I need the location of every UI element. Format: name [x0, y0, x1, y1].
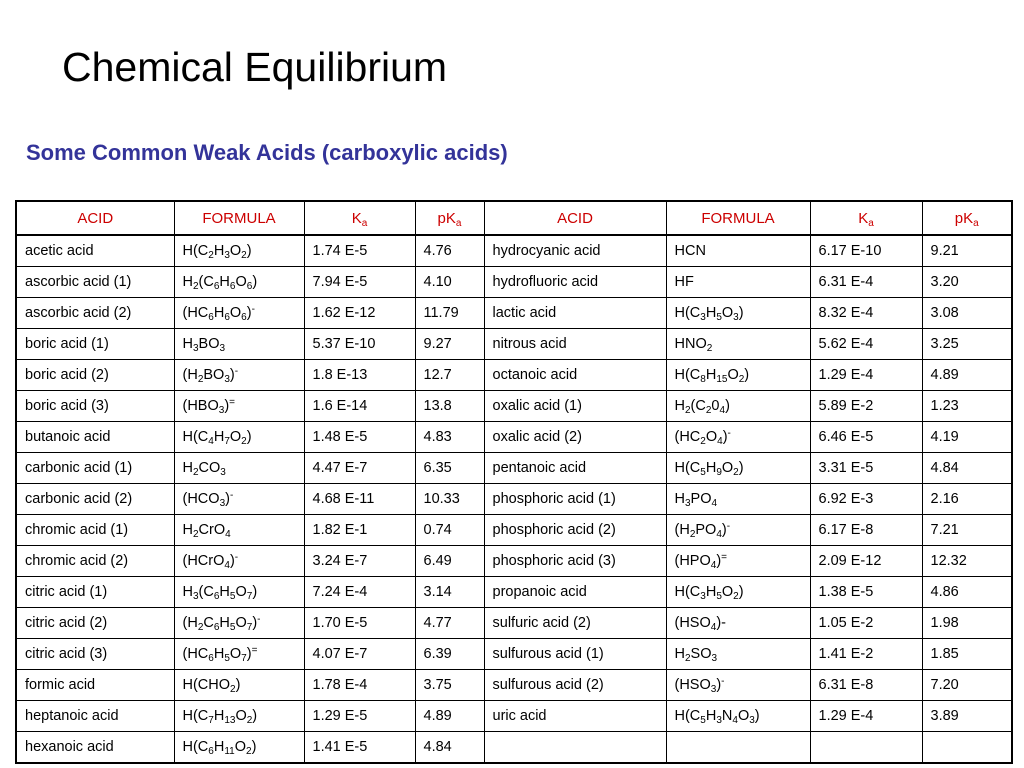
pka-value-cell: 9.27: [415, 329, 484, 360]
ka-value-cell: 6.31 E-8: [810, 670, 922, 701]
table-row: [16, 639, 1012, 670]
pka-value-cell: 4.76: [415, 235, 484, 267]
pka-value-cell: 3.14: [415, 577, 484, 608]
acid-name-cell: phosphoric acid (2): [484, 515, 666, 546]
ka-value-cell: 2.09 E-12: [810, 546, 922, 577]
ka-value-cell: 5.37 E-10: [304, 329, 415, 360]
formula-cell: $H(CHO_2)$: [174, 670, 304, 701]
ka-value-cell: 1.48 E-5: [304, 422, 415, 453]
formula-cell: $H(C_5H_9O_2)$: [666, 453, 810, 484]
column-header-ka: $K_a$: [304, 201, 415, 235]
ka-value-cell: 6.46 E-5: [810, 422, 922, 453]
pka-value-cell: 4.84: [922, 453, 1012, 484]
pka-value-cell: 3.89: [922, 701, 1012, 732]
acid-name-cell: phosphoric acid (1): [484, 484, 666, 515]
formula-cell: $H_3PO_4$: [666, 484, 810, 515]
ka-value-cell: 1.05 E-2: [810, 608, 922, 639]
acid-name-cell: carbonic acid (1): [16, 453, 174, 484]
acid-name-cell: ascorbic acid (1): [16, 267, 174, 298]
pka-value-cell: 10.33: [415, 484, 484, 515]
pka-value-cell: 4.83: [415, 422, 484, 453]
ka-value-cell: 1.8 E-13: [304, 360, 415, 391]
ka-value-cell: 1.38 E-5: [810, 577, 922, 608]
formula-cell: $H_2CO_3$: [174, 453, 304, 484]
acid-name-cell: hydrocyanic acid: [484, 235, 666, 267]
formula-cell: $(HSO_4)-$: [666, 608, 810, 639]
pka-value-cell: 6.39: [415, 639, 484, 670]
pka-value-cell: 2.16: [922, 484, 1012, 515]
pka-value-cell: 7.21: [922, 515, 1012, 546]
formula-cell: $HNO_2$: [666, 329, 810, 360]
formula-cell: $H(C_3H_5O_3)$: [666, 298, 810, 329]
table-row: [16, 298, 1012, 329]
ka-value-cell: 8.32 E-4: [810, 298, 922, 329]
acid-name-cell: formic acid: [16, 670, 174, 701]
acid-name-cell: butanoic acid: [16, 422, 174, 453]
table-row: [16, 732, 1012, 764]
acid-name-cell: uric acid: [484, 701, 666, 732]
acid-name-cell: pentanoic acid: [484, 453, 666, 484]
pka-value-cell: 4.89: [415, 701, 484, 732]
pka-value-cell: 3.08: [922, 298, 1012, 329]
table-row: [16, 422, 1012, 453]
formula-cell: $H_2(C_6H_6O_6)$: [174, 267, 304, 298]
acid-name-cell: chromic acid (1): [16, 515, 174, 546]
acid-name-cell: sulfurous acid (2): [484, 670, 666, 701]
formula-cell: $H(C_2H_3O_2)$: [174, 235, 304, 267]
table-body: [16, 235, 1012, 763]
acid-name-cell: citric acid (1): [16, 577, 174, 608]
ka-value-cell: 1.29 E-4: [810, 701, 922, 732]
page-title: Chemical Equilibrium: [62, 44, 448, 90]
ka-value-cell: 1.62 E-12: [304, 298, 415, 329]
acid-name-cell: octanoic acid: [484, 360, 666, 391]
ka-value-cell: 1.41 E-5: [304, 732, 415, 764]
ka-value-cell: 4.47 E-7: [304, 453, 415, 484]
acid-name-cell: sulfurous acid (1): [484, 639, 666, 670]
table-row: [16, 235, 1012, 267]
pka-value-cell: 3.20: [922, 267, 1012, 298]
ka-value-cell: 1.6 E-14: [304, 391, 415, 422]
acid-name-cell: hexanoic acid: [16, 732, 174, 764]
acid-name-cell: propanoic acid: [484, 577, 666, 608]
ka-value-cell: 7.24 E-4: [304, 577, 415, 608]
table-caption: Some Common Weak Acids (carboxylic acids): [26, 140, 508, 165]
pka-value-cell: 12.32: [922, 546, 1012, 577]
pka-value-cell: 13.8: [415, 391, 484, 422]
ka-value-cell: [810, 732, 922, 764]
pka-value-cell: 3.25: [922, 329, 1012, 360]
table-row: [16, 701, 1012, 732]
acid-name-cell: oxalic acid (2): [484, 422, 666, 453]
pka-value-cell: 12.7: [415, 360, 484, 391]
ka-value-cell: 1.74 E-5: [304, 235, 415, 267]
pka-value-cell: 1.85: [922, 639, 1012, 670]
pka-value-cell: 1.23: [922, 391, 1012, 422]
table-row: [16, 267, 1012, 298]
acid-name-cell: citric acid (2): [16, 608, 174, 639]
formula-cell: (HCrO$_4$)-: [174, 546, 304, 577]
ka-value-cell: 3.24 E-7: [304, 546, 415, 577]
formula-cell: $H_3(C_6H_5O_7)$: [174, 577, 304, 608]
ka-value-cell: 6.92 E-3: [810, 484, 922, 515]
ka-value-cell: 1.70 E-5: [304, 608, 415, 639]
formula-cell: $(HCO_3)^-$: [174, 484, 304, 515]
acid-name-cell: boric acid (1): [16, 329, 174, 360]
formula-cell: $H_3BO_3$: [174, 329, 304, 360]
pka-value-cell: 9.21: [922, 235, 1012, 267]
formula-cell: $H_2(C_20_4)$: [666, 391, 810, 422]
column-header-formula: FORMULA: [666, 201, 810, 235]
pka-value-cell: 11.79: [415, 298, 484, 329]
column-header-acid: ACID: [16, 201, 174, 235]
formula-cell: $(HC_2O_4)^-$: [666, 422, 810, 453]
table-row: [16, 577, 1012, 608]
table-row: [16, 329, 1012, 360]
formula-cell: $(H_2PO_4)^-$: [666, 515, 810, 546]
ka-value-cell: 1.29 E-5: [304, 701, 415, 732]
ka-value-cell: 1.29 E-4: [810, 360, 922, 391]
acid-name-cell: citric acid (3): [16, 639, 174, 670]
acid-name-cell: [484, 732, 666, 764]
formula-cell: HCN: [666, 235, 810, 267]
acid-name-cell: boric acid (3): [16, 391, 174, 422]
ka-value-cell: 3.31 E-5: [810, 453, 922, 484]
formula-cell: $H(C_5H_3N_4O_3)$: [666, 701, 810, 732]
formula-cell: $(HC_6H_5O_7)^=$: [174, 639, 304, 670]
acid-name-cell: hydrofluoric acid: [484, 267, 666, 298]
column-header-formula: FORMULA: [174, 201, 304, 235]
column-header-pka: $pK_a$: [415, 201, 484, 235]
acid-name-cell: phosphoric acid (3): [484, 546, 666, 577]
table-header-row: [16, 201, 1012, 235]
ka-value-cell: 7.94 E-5: [304, 267, 415, 298]
pka-value-cell: 4.89: [922, 360, 1012, 391]
acid-name-cell: oxalic acid (1): [484, 391, 666, 422]
table-row: [16, 391, 1012, 422]
ka-value-cell: 4.68 E-11: [304, 484, 415, 515]
pka-value-cell: 6.35: [415, 453, 484, 484]
ka-value-cell: 1.78 E-4: [304, 670, 415, 701]
acid-name-cell: sulfuric acid (2): [484, 608, 666, 639]
acid-name-cell: nitrous acid: [484, 329, 666, 360]
acid-name-cell: heptanoic acid: [16, 701, 174, 732]
ka-value-cell: 1.82 E-1: [304, 515, 415, 546]
pka-value-cell: [922, 732, 1012, 764]
pka-value-cell: 7.20: [922, 670, 1012, 701]
pka-value-cell: 4.77: [415, 608, 484, 639]
pka-value-cell: 4.19: [922, 422, 1012, 453]
column-header-ka: $K_a$: [810, 201, 922, 235]
pka-value-cell: 4.84: [415, 732, 484, 764]
formula-cell: $H(C_7H_{13}O_2)$: [174, 701, 304, 732]
ka-value-cell: 6.17 E-10: [810, 235, 922, 267]
ka-value-cell: 6.31 E-4: [810, 267, 922, 298]
formula-cell: HF: [666, 267, 810, 298]
weak-acids-table: [15, 200, 1013, 764]
pka-value-cell: 0.74: [415, 515, 484, 546]
pka-value-cell: 1.98: [922, 608, 1012, 639]
formula-cell: $H(C_4H_7O_2)$: [174, 422, 304, 453]
ka-value-cell: 1.41 E-2: [810, 639, 922, 670]
acid-name-cell: ascorbic acid (2): [16, 298, 174, 329]
table-row: [16, 453, 1012, 484]
formula-cell: $(HBO_3)^=$: [174, 391, 304, 422]
ka-value-cell: 6.17 E-8: [810, 515, 922, 546]
formula-cell: $(HPO_4)^=$: [666, 546, 810, 577]
formula-cell: $H_2CrO_4$: [174, 515, 304, 546]
pka-value-cell: 6.49: [415, 546, 484, 577]
pka-value-cell: 4.86: [922, 577, 1012, 608]
column-header-acid: ACID: [484, 201, 666, 235]
pka-value-cell: 4.10: [415, 267, 484, 298]
acid-name-cell: lactic acid: [484, 298, 666, 329]
table-row: [16, 670, 1012, 701]
column-header-pka: $pK_a$: [922, 201, 1012, 235]
table-row: [16, 484, 1012, 515]
formula-cell: $(HSO_3)^-$: [666, 670, 810, 701]
pka-value-cell: 3.75: [415, 670, 484, 701]
formula-cell: $H(C_6H_{11}O_2)$: [174, 732, 304, 764]
formula-cell: $(H_2BO_3)^-$: [174, 360, 304, 391]
formula-cell: $H(C_8H_{15}O_2)$: [666, 360, 810, 391]
table-row: [16, 360, 1012, 391]
formula-cell: $H(C_3H_5O_2)$: [666, 577, 810, 608]
formula-cell: [666, 732, 810, 764]
ka-value-cell: 4.07 E-7: [304, 639, 415, 670]
acid-name-cell: carbonic acid (2): [16, 484, 174, 515]
acid-name-cell: acetic acid: [16, 235, 174, 267]
formula-cell: $(HC_6H_6O_6)^-$: [174, 298, 304, 329]
ka-value-cell: 5.62 E-4: [810, 329, 922, 360]
table-row: [16, 515, 1012, 546]
acid-name-cell: chromic acid (2): [16, 546, 174, 577]
table-row: [16, 608, 1012, 639]
ka-value-cell: 5.89 E-2: [810, 391, 922, 422]
acid-name-cell: boric acid (2): [16, 360, 174, 391]
formula-cell: $(H_2C_6H_5O_7)^-$: [174, 608, 304, 639]
table-row: [16, 546, 1012, 577]
formula-cell: $H_2SO_3$: [666, 639, 810, 670]
